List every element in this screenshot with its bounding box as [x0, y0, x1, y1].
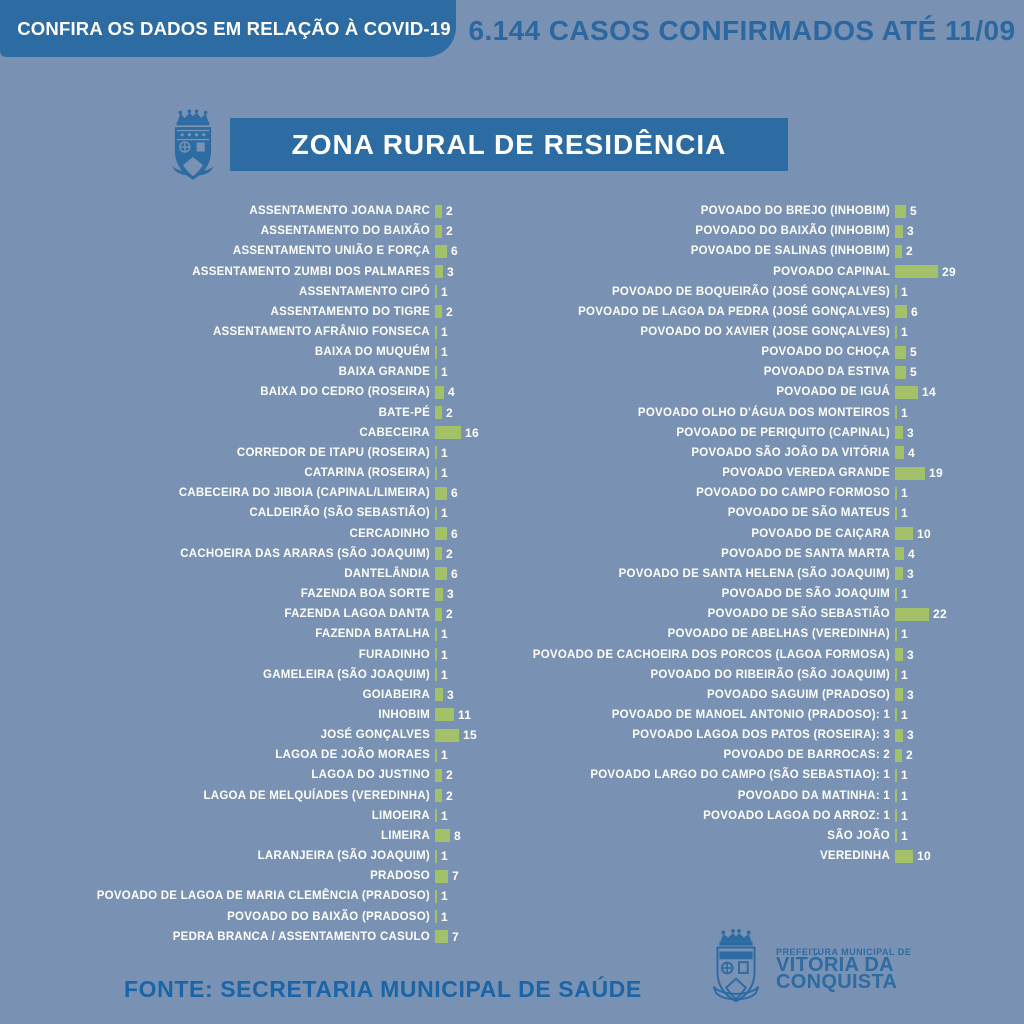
locality-label: PRADOSO: [370, 870, 430, 883]
list-item: [486, 765, 956, 785]
value-label: 1: [441, 627, 448, 642]
list-item: [42, 765, 479, 785]
value-label: 4: [908, 445, 915, 460]
list-item: [42, 927, 479, 947]
locality-label: CABECEIRA DO JIBOIA (CAPINAL/LIMEIRA): [178, 487, 430, 500]
locality-label: POVOADO DO BAIXÃO (INHOBIM): [695, 225, 890, 238]
locality-label: POVOADO DE SÃO MATEUS: [727, 507, 890, 520]
list-item: [486, 423, 956, 443]
value-label: 1: [441, 889, 448, 904]
value-label: 1: [441, 506, 448, 521]
value-label: 1: [901, 667, 908, 682]
value-bar: [435, 406, 442, 419]
value-bar: [895, 245, 902, 258]
value-bar: [435, 628, 437, 641]
locality-label: ASSENTAMENTO JOANA DARC: [249, 205, 430, 218]
logo-line-city-2: CONQUISTA: [776, 971, 898, 993]
list-item: [42, 503, 479, 523]
value-label: 1: [901, 486, 908, 501]
value-label: 3: [907, 728, 914, 743]
value-bar: [435, 890, 437, 903]
value-bar: [895, 769, 897, 782]
value-label: 1: [441, 445, 448, 460]
locality-label: POVOADO DE SANTA MARTA: [721, 547, 890, 560]
value-label: 1: [441, 849, 448, 864]
locality-label: POVOADO VEREDA GRANDE: [722, 467, 890, 480]
list-item: [42, 302, 479, 322]
value-label: 2: [446, 546, 453, 561]
value-label: 1: [901, 627, 908, 642]
list-item: [42, 524, 479, 544]
value-label: 3: [907, 647, 914, 662]
value-bar: [435, 366, 437, 379]
value-bar: [435, 729, 459, 742]
locality-label: LIMEIRA: [380, 829, 430, 842]
locality-label: POVOADO DE CACHOEIRA DOS PORCOS (LAGOA FORMOSA): [532, 648, 890, 661]
value-bar: [435, 789, 442, 802]
value-bar: [895, 850, 913, 863]
value-bar: [895, 487, 897, 500]
list-item: [42, 604, 479, 624]
value-bar: [435, 426, 461, 439]
locality-label: POVOADO DO CHOÇA: [761, 346, 890, 359]
value-bar: [895, 729, 903, 742]
list-item: [42, 544, 479, 564]
value-bar: [895, 205, 906, 218]
list-item: [486, 705, 956, 725]
value-bar: [895, 366, 906, 379]
value-label: 5: [910, 204, 917, 219]
value-bar: [895, 446, 904, 459]
city-crest-icon: [706, 928, 766, 1010]
value-label: 7: [452, 869, 459, 884]
value-bar: [435, 608, 442, 621]
value-label: 7: [452, 929, 459, 944]
value-label: 2: [906, 748, 913, 763]
value-label: 3: [907, 687, 914, 702]
value-label: 1: [441, 808, 448, 823]
list-item: [486, 524, 956, 544]
list-item: [486, 584, 956, 604]
locality-label: FAZENDA BATALHA: [315, 628, 430, 641]
locality-label: POVOADO LAGOA DOS PATOS (ROSEIRA): 3: [632, 729, 890, 742]
value-label: 15: [463, 728, 477, 743]
list-item: [486, 241, 956, 261]
value-bar: [435, 386, 444, 399]
locality-label: BAIXA GRANDE: [338, 366, 430, 379]
value-label: 3: [447, 264, 454, 279]
locality-label: ASSENTAMENTO CIPÓ: [299, 285, 430, 298]
value-bar: [895, 507, 897, 520]
locality-label: CABECEIRA: [359, 426, 430, 439]
value-bar: [435, 567, 447, 580]
value-bar: [435, 749, 437, 762]
value-label: 3: [447, 687, 454, 702]
list-item: [42, 261, 479, 281]
list-item: [42, 201, 479, 221]
value-label: 1: [441, 466, 448, 481]
list-item: [486, 302, 956, 322]
list-item: [486, 382, 956, 402]
value-bar: [435, 930, 448, 943]
list-item: [486, 665, 956, 685]
list-item: [42, 382, 479, 402]
list-item: [42, 362, 479, 382]
value-label: 2: [446, 607, 453, 622]
value-bar: [435, 507, 437, 520]
locality-label: POVOADO DO BAIXÃO (PRADOSO): [227, 910, 430, 923]
locality-label: POVOADO CAPINAL: [773, 265, 890, 278]
value-bar: [435, 668, 437, 681]
value-bar: [435, 708, 454, 721]
list-item: [486, 745, 956, 765]
value-label: 1: [901, 768, 908, 783]
list-item: [42, 564, 479, 584]
locality-label: FAZENDA BOA SORTE: [300, 588, 430, 601]
value-label: 3: [447, 587, 454, 602]
value-label: 5: [910, 345, 917, 360]
locality-label: BAIXA DO MUQUÉM: [314, 346, 430, 359]
locality-label: LAGOA DO JUSTINO: [311, 769, 430, 782]
value-label: 10: [917, 849, 931, 864]
value-label: 1: [441, 284, 448, 299]
value-bar: [435, 446, 437, 459]
locality-label: GAMELEIRA (SÃO JOAQUIM): [263, 668, 430, 681]
list-item: [42, 705, 479, 725]
list-item: [42, 906, 479, 926]
value-bar: [895, 688, 903, 701]
value-bar: [895, 406, 897, 419]
list-item: [42, 685, 479, 705]
list-item: [42, 624, 479, 644]
locality-label: INHOBIM: [378, 708, 430, 721]
locality-label: POVOADO DE SALINAS (INHOBIM): [690, 245, 890, 258]
list-item: [486, 826, 956, 846]
value-bar: [895, 265, 938, 278]
value-label: 1: [441, 365, 448, 380]
value-bar: [895, 527, 913, 540]
value-bar: [895, 789, 897, 802]
value-label: 2: [446, 204, 453, 219]
list-item: [42, 483, 479, 503]
list-item: [42, 846, 479, 866]
value-bar: [895, 809, 897, 822]
value-bar: [435, 487, 447, 500]
locality-label: POVOADO DE LAGOA DA PEDRA (JOSÉ GONÇALVES): [578, 305, 890, 318]
value-bar: [435, 205, 442, 218]
value-bar: [895, 708, 897, 721]
locality-label: LIMOEIRA: [371, 809, 430, 822]
value-label: 1: [901, 707, 908, 722]
rural-list-left: [42, 201, 479, 947]
list-item: [486, 483, 956, 503]
locality-label: POVOADO DE SÃO SEBASTIÃO: [707, 608, 890, 621]
value-bar: [435, 326, 437, 339]
locality-label: ASSENTAMENTO ZUMBI DOS PALMARES: [192, 265, 430, 278]
locality-label: ASSENTAMENTO AFRÂNIO FONSECA: [213, 326, 430, 339]
value-bar: [435, 527, 447, 540]
locality-label: POVOADO SÃO JOÃO DA VITÓRIA: [691, 446, 890, 459]
value-label: 2: [446, 788, 453, 803]
value-label: 1: [441, 325, 448, 340]
value-label: 16: [465, 425, 479, 440]
list-item: [42, 342, 479, 362]
value-label: 1: [441, 667, 448, 682]
value-bar: [895, 588, 897, 601]
value-label: 1: [901, 325, 908, 340]
list-item: [486, 221, 956, 241]
locality-label: POVOADO DE MANOEL ANTONIO (PRADOSO): 1: [611, 708, 890, 721]
value-label: 4: [448, 385, 455, 400]
section-title-bar: [230, 118, 788, 171]
list-item: [42, 886, 479, 906]
locality-label: POVOADO DE CAIÇARA: [751, 527, 890, 540]
header-banner: [0, 0, 456, 57]
header-banner-text: CONFIRA OS DADOS EM RELAÇÃO À COVID-19: [17, 17, 451, 39]
source-text: FONTE: SECRETARIA MUNICIPAL DE SAÚDE: [124, 976, 642, 1002]
value-label: 6: [451, 566, 458, 581]
value-label: 29: [942, 264, 956, 279]
value-bar: [895, 668, 897, 681]
value-label: 2: [446, 224, 453, 239]
logo-line-small: PREFEITURA MUNICIPAL DE: [776, 947, 912, 957]
value-bar: [435, 245, 447, 258]
locality-label: JOSÉ GONÇALVES: [320, 729, 430, 742]
value-bar: [895, 305, 907, 318]
locality-label: GOIABEIRA: [362, 688, 430, 701]
value-bar: [895, 285, 897, 298]
value-bar: [895, 829, 897, 842]
locality-label: VEREDINHA: [820, 850, 890, 863]
list-item: [486, 403, 956, 423]
value-bar: [435, 910, 437, 923]
list-item: [42, 403, 479, 423]
locality-label: LAGOA DE MELQUÍADES (VEREDINHA): [203, 789, 430, 802]
list-item: [42, 463, 479, 483]
list-item: [42, 423, 479, 443]
value-bar: [895, 326, 897, 339]
value-label: 1: [901, 506, 908, 521]
list-item: [486, 261, 956, 281]
locality-label: POVOADO DE BOQUEIRÃO (JOSÉ GONÇALVES): [611, 285, 890, 298]
value-label: 22: [933, 607, 947, 622]
locality-label: ASSENTAMENTO UNIÃO E FORÇA: [232, 245, 430, 258]
locality-label: POVOADO SAGUIM (PRADOSO): [707, 688, 890, 701]
value-label: 1: [901, 828, 908, 843]
locality-label: POVOADO LAGOA DO ARROZ: 1: [703, 809, 890, 822]
locality-label: CALDEIRÃO (SÃO SEBASTIÃO): [249, 507, 430, 520]
list-item: [42, 786, 479, 806]
list-item: [486, 564, 956, 584]
locality-label: ASSENTAMENTO DO TIGRE: [270, 305, 430, 318]
value-label: 1: [901, 788, 908, 803]
list-item: [486, 362, 956, 382]
locality-label: POVOADO LARGO DO CAMPO (SÃO SEBASTIAO): 1: [590, 769, 890, 782]
value-label: 1: [441, 345, 448, 360]
value-label: 1: [441, 647, 448, 662]
value-label: 6: [911, 304, 918, 319]
locality-label: POVOADO DE SANTA HELENA (SÃO JOAQUIM): [618, 567, 890, 580]
list-item: [486, 644, 956, 664]
value-bar: [895, 386, 918, 399]
value-label: 1: [901, 808, 908, 823]
list-item: [486, 503, 956, 523]
locality-label: POVOADO DO CAMPO FORMOSO: [696, 487, 890, 500]
list-item: [486, 806, 956, 826]
page-title: ZONA RURAL DE RESIDÊNCIA: [291, 128, 727, 160]
list-item: [42, 443, 479, 463]
value-bar: [435, 265, 443, 278]
list-item: [486, 443, 956, 463]
value-label: 6: [451, 526, 458, 541]
locality-label: LARANJEIRA (SÃO JOAQUIM): [257, 850, 430, 863]
value-label: 2: [446, 405, 453, 420]
locality-label: DANTELÂNDIA: [344, 567, 430, 580]
list-item: [42, 644, 479, 664]
locality-label: POVOADO OLHO D'ÁGUA DOS MONTEIROS: [637, 406, 890, 419]
locality-label: LAGOA DE JOÃO MORAES: [275, 749, 430, 762]
list-item: [486, 846, 956, 866]
list-item: [486, 544, 956, 564]
list-item: [42, 584, 479, 604]
value-bar: [435, 285, 437, 298]
value-bar: [435, 870, 448, 883]
city-logo-text: [776, 947, 911, 991]
list-item: [486, 624, 956, 644]
locality-label: CORREDOR DE ITAPU (ROSEIRA): [236, 446, 430, 459]
locality-label: POVOADO DE IGUÁ: [776, 386, 890, 399]
value-label: 1: [441, 748, 448, 763]
value-bar: [435, 809, 437, 822]
list-item: [486, 342, 956, 362]
value-bar: [435, 547, 442, 560]
list-item: [42, 322, 479, 342]
list-item: [42, 241, 479, 261]
list-item: [486, 322, 956, 342]
value-bar: [435, 305, 442, 318]
locality-label: POVOADO DE SÃO JOAQUIM: [721, 588, 890, 601]
value-label: 14: [922, 385, 936, 400]
value-bar: [895, 426, 903, 439]
value-bar: [435, 850, 437, 863]
locality-label: CERCADINHO: [349, 527, 430, 540]
value-label: 1: [901, 284, 908, 299]
locality-label: SÃO JOÃO: [827, 829, 890, 842]
value-bar: [435, 648, 437, 661]
coat-of-arms-icon: [165, 109, 221, 185]
value-bar: [435, 225, 442, 238]
list-item: [486, 201, 956, 221]
locality-label: CACHOEIRA DAS ARARAS (SÃO JOAQUIM): [180, 547, 430, 560]
value-label: 1: [901, 405, 908, 420]
list-item: [42, 665, 479, 685]
locality-label: FAZENDA LAGOA DANTA: [284, 608, 430, 621]
list-item: [42, 866, 479, 886]
value-label: 3: [907, 224, 914, 239]
locality-label: POVOADO DE LAGOA DE MARIA CLEMÊNCIA (PRADOSO): [96, 890, 430, 903]
locality-label: POVOADO DE ABELHAS (VEREDINHA): [667, 628, 890, 641]
value-label: 3: [907, 566, 914, 581]
locality-label: POVOADO DE PERIQUITO (CAPINAL): [676, 426, 890, 439]
list-item: [42, 745, 479, 765]
confirmed-cases-text: 6.144 CASOS CONFIRMADOS ATÉ 11/09: [468, 15, 1016, 46]
list-item: [42, 826, 479, 846]
city-government-logo: [706, 928, 911, 1010]
rural-list-right: [486, 201, 956, 866]
list-item: [42, 806, 479, 826]
locality-label: POVOADO DA MATINHA: 1: [737, 789, 890, 802]
value-bar: [895, 608, 929, 621]
locality-label: BATE-PÉ: [378, 406, 430, 419]
value-bar: [435, 688, 443, 701]
list-item: [486, 604, 956, 624]
value-bar: [435, 829, 450, 842]
locality-label: FURADINHO: [358, 648, 430, 661]
value-bar: [895, 648, 903, 661]
value-label: 8: [454, 828, 461, 843]
value-label: 6: [451, 244, 458, 259]
locality-label: POVOADO DO RIBEIRÃO (SÃO JOAQUIM): [650, 668, 890, 681]
value-bar: [435, 346, 437, 359]
value-bar: [435, 467, 437, 480]
locality-label: POVOADO DE BARROCAS: 2: [723, 749, 890, 762]
value-bar: [895, 749, 902, 762]
locality-label: ASSENTAMENTO DO BAIXÃO: [260, 225, 430, 238]
value-bar: [895, 346, 906, 359]
value-label: 2: [906, 244, 913, 259]
list-item: [486, 786, 956, 806]
value-label: 1: [901, 587, 908, 602]
value-bar: [895, 567, 903, 580]
list-item: [486, 463, 956, 483]
value-label: 2: [446, 768, 453, 783]
locality-label: POVOADO DA ESTIVA: [763, 366, 890, 379]
value-bar: [895, 547, 904, 560]
value-label: 1: [441, 909, 448, 924]
value-bar: [895, 628, 897, 641]
value-label: 3: [907, 425, 914, 440]
logo-line-city-1: VITÓRIA DA: [776, 954, 894, 976]
value-label: 2: [446, 304, 453, 319]
value-bar: [895, 467, 925, 480]
value-label: 11: [458, 707, 472, 722]
list-item: [42, 725, 479, 745]
list-item: [486, 685, 956, 705]
list-item: [486, 282, 956, 302]
list-item: [486, 725, 956, 745]
value-label: 4: [908, 546, 915, 561]
value-label: 10: [917, 526, 931, 541]
value-bar: [895, 225, 903, 238]
list-item: [42, 221, 479, 241]
value-bar: [435, 588, 443, 601]
locality-label: BAIXA DO CEDRO (ROSEIRA): [260, 386, 430, 399]
value-label: 6: [451, 486, 458, 501]
locality-label: PEDRA BRANCA / ASSENTAMENTO CASULO: [172, 930, 430, 943]
list-item: [42, 282, 479, 302]
locality-label: POVOADO DO BREJO (INHOBIM): [700, 205, 890, 218]
locality-label: CATARINA (ROSEIRA): [304, 467, 430, 480]
locality-label: POVOADO DO XAVIER (JOSE GONÇALVES): [640, 326, 890, 339]
value-label: 19: [929, 466, 943, 481]
value-bar: [435, 769, 442, 782]
value-label: 5: [910, 365, 917, 380]
